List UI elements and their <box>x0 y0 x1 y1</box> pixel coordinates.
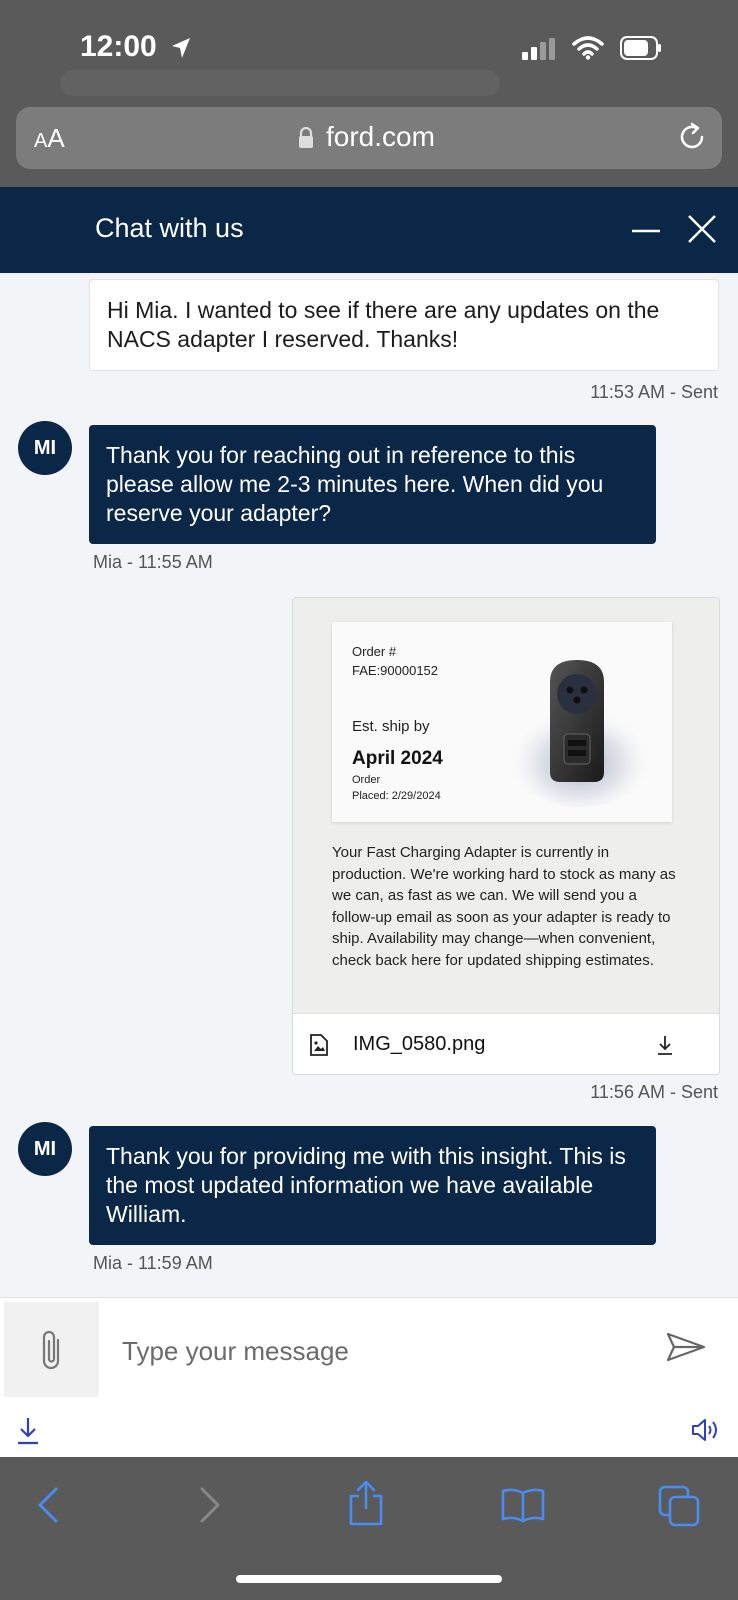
est-ship-date: April 2024 <box>352 748 443 769</box>
agent-avatar: MI <box>18 1122 72 1176</box>
home-indicator[interactable] <box>236 1575 502 1583</box>
agent-avatar: MI <box>18 421 72 475</box>
message-input[interactable] <box>120 1328 624 1374</box>
order-summary-card <box>332 622 672 822</box>
user-message: Hi Mia. I wanted to see if there are any updates on the NACS adapter I reserved. Thanks! <box>89 279 719 371</box>
download-transcript-icon[interactable] <box>16 1416 40 1446</box>
chat-title: Chat with us <box>95 213 244 243</box>
message-composer <box>0 1297 738 1458</box>
status-time: 12:00 <box>80 30 157 63</box>
agent-message: Thank you for reaching out in reference to this please allow me 2-3 minutes here. When did you reserve your adapter? <box>89 425 656 544</box>
attachment-description: Your Fast Charging Adapter is currently in production. We're working hard to stock as many as we can, as fast as we can. We will send you a follow-up email as soon as your adapter is ready to ship. Availability may change—when convenient, check back here for updated shipping estimates. <box>332 844 676 969</box>
agent-message: Thank you for providing me with this insight. This is the most updated information we have available William. <box>89 1126 656 1245</box>
image-file-icon <box>307 1033 331 1057</box>
url-text[interactable]: ford.com <box>326 121 435 152</box>
cellular-signal-icon <box>522 38 556 60</box>
minimize-icon[interactable] <box>630 215 662 247</box>
message-meta: 11:53 AM - Sent <box>590 382 718 402</box>
image-attachment[interactable] <box>292 597 720 1075</box>
back-icon[interactable] <box>34 1485 64 1525</box>
message-meta: 11:56 AM - Sent <box>590 1082 718 1102</box>
attach-file-button[interactable] <box>4 1302 99 1397</box>
file-name[interactable]: IMG_0580.png <box>353 1033 486 1055</box>
message-meta: Mia - 11:59 AM <box>93 1253 213 1273</box>
paperclip-icon <box>38 1328 66 1372</box>
address-bar[interactable] <box>16 107 722 169</box>
close-icon[interactable] <box>686 213 718 245</box>
chat-transcript[interactable] <box>0 273 738 1297</box>
download-icon[interactable] <box>655 1034 675 1056</box>
status-bar <box>0 0 738 100</box>
bookmarks-icon[interactable] <box>500 1487 546 1523</box>
speaker-icon[interactable] <box>690 1416 722 1444</box>
est-ship-label: Est. ship by <box>352 718 430 735</box>
text-size-button[interactable]: AA <box>34 123 65 153</box>
reload-icon[interactable] <box>676 121 708 153</box>
message-meta: Mia - 11:55 AM <box>93 552 213 572</box>
file-row[interactable] <box>293 1013 720 1075</box>
send-icon[interactable] <box>666 1332 706 1362</box>
order-sub-label: Order <box>352 774 381 786</box>
location-arrow-icon <box>170 36 192 60</box>
blurred-region <box>60 70 500 96</box>
share-icon[interactable] <box>346 1479 386 1527</box>
order-placed-date: Placed: 2/29/2024 <box>352 790 441 802</box>
order-number: FAE:90000152 <box>352 663 439 678</box>
wifi-icon <box>572 36 604 60</box>
forward-icon[interactable] <box>194 1485 224 1525</box>
order-label: Order # <box>352 644 397 659</box>
adapter-image <box>492 642 662 812</box>
lock-icon <box>298 127 314 149</box>
tabs-icon[interactable] <box>658 1485 700 1527</box>
battery-icon <box>620 36 662 60</box>
chat-header <box>0 187 738 273</box>
